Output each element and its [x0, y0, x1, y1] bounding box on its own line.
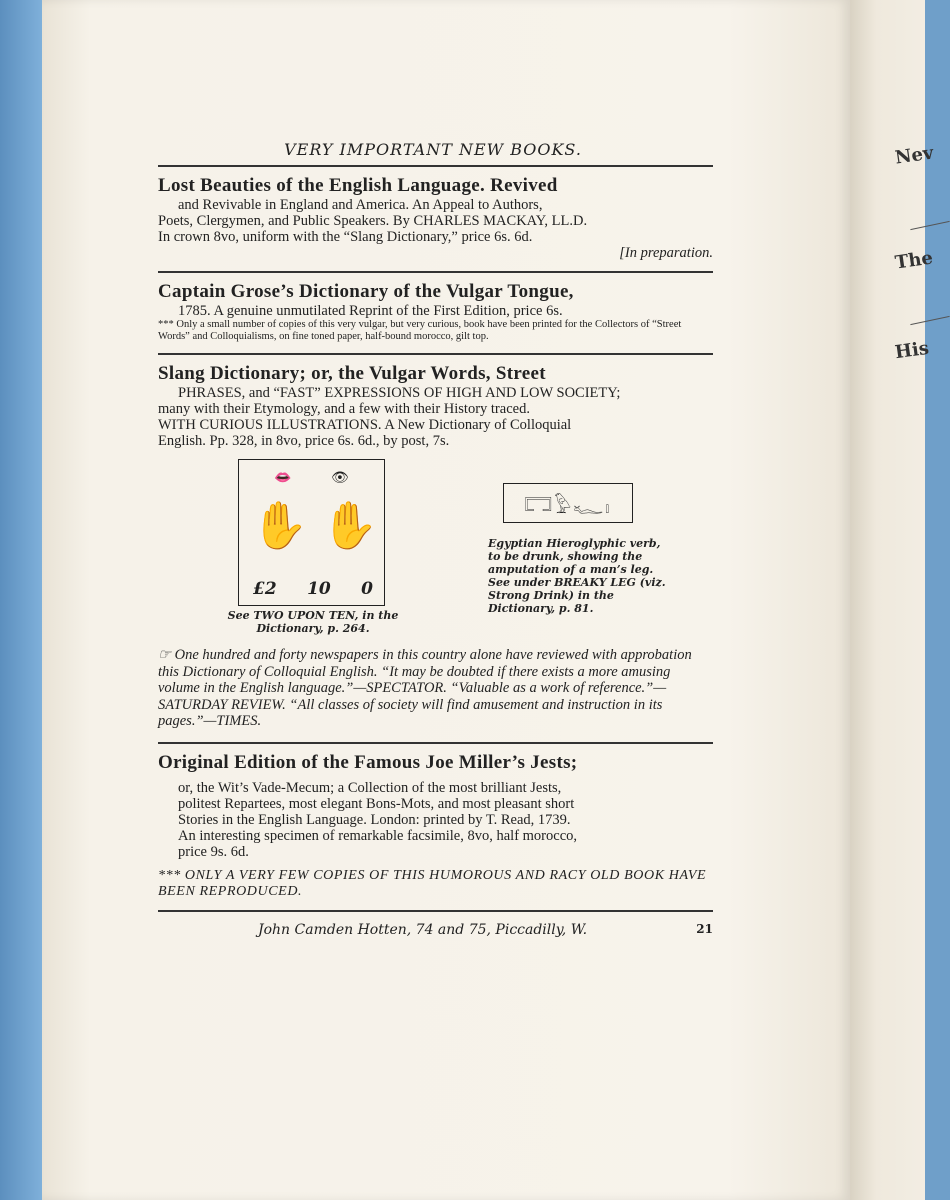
- facing-page-edge: [850, 0, 935, 1200]
- entry-line: and Revivable in England and America. An Appeal to Authors,: [178, 197, 543, 213]
- book-entry-lost-beauties: [158, 175, 713, 261]
- entry-title: Lost Beauties of the English Language. Revived: [158, 175, 558, 196]
- divider: [158, 742, 713, 744]
- money-pounds: £2: [253, 579, 277, 599]
- divider: [158, 165, 713, 167]
- entry-line: price 9s. 6d.: [178, 843, 249, 860]
- entry-line: An interesting specimen of remarkable facsimile, 8vo, half morocco,: [178, 827, 578, 844]
- entry-title: Captain Grose’s Dictionary of the Vulgar Tongue,: [158, 281, 574, 302]
- book-entry-slang-dictionary: [158, 363, 713, 449]
- entry-note: *** Only a small number of copies of this very vulgar, but very curious, book have been printed for the Collectors of “Street Words” and Colloquialisms, on fine toned paper, half-bound morocco, gilt top.: [158, 319, 682, 342]
- hieroglyph-illustration: 𓉐𓅱𓆑𓏤: [503, 483, 633, 523]
- lips-icon: 👄: [274, 470, 292, 486]
- page-number: 21: [696, 921, 713, 936]
- divider: [158, 910, 713, 912]
- money-pence: 0: [361, 579, 373, 599]
- entry-line: English. Pp. 328, in 8vo, price 6s. 6d., by post, 7s.: [158, 433, 450, 449]
- entry-title: Slang Dictionary; or, the Vulgar Words, Street: [158, 363, 546, 384]
- review-quote: ☞ One hundred and forty newspapers in this country alone have reviewed with approbation this Dictionary of Colloquial English. “It may be doubted if there exists a more amusing volume in the English language.”—SPECTATOR. “Valuable as a work of reference.”—SATURDAY REVIEW. “All classes of society will find amusement and instruction in its pages.”—TIMES.: [158, 647, 692, 729]
- money-amount: [253, 579, 373, 599]
- entry-line: Poets, Clergymen, and Public Speakers. By CHARLES MACKAY, LL.D.: [158, 213, 588, 229]
- hands-illustration: [238, 459, 385, 606]
- entry-line: politest Repartees, most elegant Bons-Mots, and most pleasant short: [178, 795, 575, 812]
- figure-caption: See TWO UPON TEN, in the Dictionary, p. 264.: [227, 609, 399, 635]
- publisher-line: John Camden Hotten, 74 and 75, Piccadilly, W.: [258, 921, 588, 938]
- entry-line: Stories in the English Language. London: printed by T. Read, 1739.: [178, 811, 571, 828]
- facing-page-rule: [910, 221, 949, 230]
- facing-page-fragment: Nev: [893, 142, 935, 169]
- entry-line: PHRASES, and “FAST” EXPRESSIONS OF HIGH AND LOW SOCIETY;: [178, 385, 621, 401]
- page-header: VERY IMPORTANT NEW BOOKS.: [284, 140, 582, 159]
- facing-page-fragment: His: [893, 337, 931, 364]
- facing-page-rule: [910, 316, 949, 325]
- money-shillings: 10: [307, 579, 331, 599]
- entry-line: WITH CURIOUS ILLUSTRATIONS. A New Dictionary of Colloquial: [158, 417, 572, 433]
- entry-line: or, the Wit’s Vade-Mecum; a Collection of the most brilliant Jests,: [178, 779, 562, 796]
- facing-page-fragment: The: [893, 247, 935, 274]
- entry-line: 1785. A genuine unmutilated Reprint of the First Edition, price 6s.: [178, 303, 563, 319]
- entry-line: many with their Etymology, and a few with their History traced.: [158, 401, 530, 417]
- page-footer: [158, 922, 713, 938]
- illustrations: [158, 449, 713, 639]
- divider: [158, 353, 713, 355]
- entry-note: *** ONLY A VERY FEW COPIES OF THIS HUMOROUS AND RACY OLD BOOK HAVE BEEN REPRODUCED.: [158, 867, 707, 899]
- entry-line: In crown 8vo, uniform with the “Slang Dictionary,” price 6s. 6d.: [158, 229, 533, 245]
- eye-icon: 👁: [331, 470, 349, 486]
- book-entry-grose: [158, 281, 713, 343]
- book-entry-joe-miller: [158, 752, 713, 900]
- hand-icon: ✋: [251, 498, 309, 552]
- divider: [158, 271, 713, 273]
- hand-icon: ✋: [321, 498, 379, 552]
- page-content: [158, 140, 713, 938]
- entry-title: Original Edition of the Famous Joe Miller’s Jests;: [158, 751, 578, 773]
- entry-status: [In preparation.: [619, 245, 713, 261]
- figure-caption: Egyptian Hieroglyphic verb, to be drunk, showing the amputation of a man’s leg. See under BREAKY LEG (viz. Strong Drink) in the Dictionary, p. 81.: [488, 537, 666, 615]
